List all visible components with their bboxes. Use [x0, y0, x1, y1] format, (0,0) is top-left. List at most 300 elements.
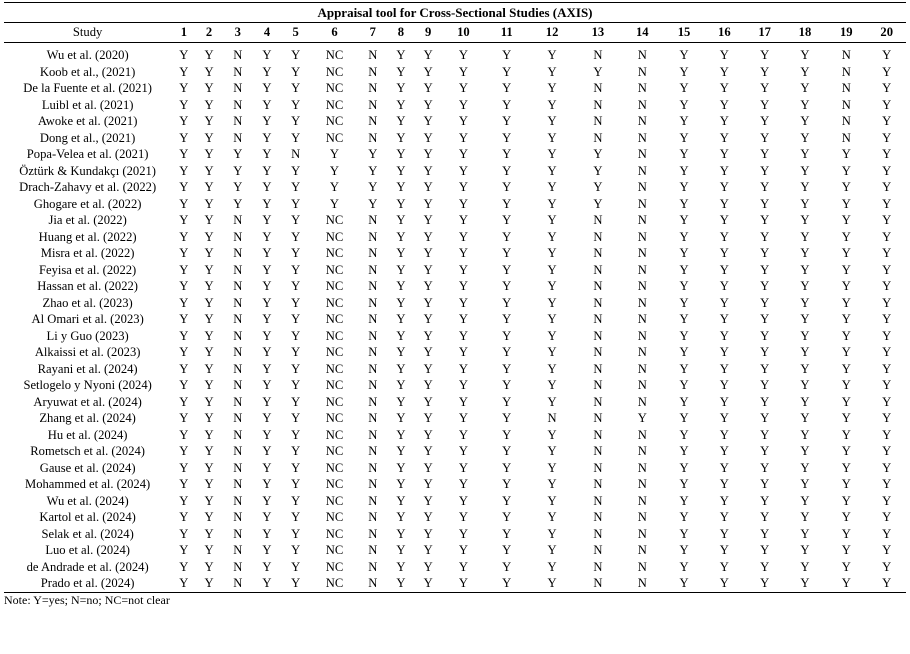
study-name: Ghogare et al. (2022)	[33, 196, 142, 211]
rating-cell: N	[593, 262, 603, 277]
rating-cell: Y	[800, 328, 810, 343]
rating-cell: Y	[760, 213, 770, 227]
rating-cell: Y	[547, 361, 557, 376]
criterion-header-4: 4	[254, 23, 280, 43]
rating-cell: Y	[760, 279, 770, 293]
criterion-header-19: 19	[825, 23, 867, 43]
rating-cell: Y	[547, 246, 557, 260]
rating-cell: Y	[841, 147, 851, 161]
rating-cell: Y	[262, 312, 272, 326]
rating-cell: Y	[254, 575, 280, 592]
rating-cell: Y	[547, 114, 557, 128]
rating-cell: Y	[204, 163, 214, 178]
rating-cell: NC	[325, 229, 344, 244]
rating-cell: Y	[179, 147, 189, 161]
rating-cell: Y	[458, 279, 468, 293]
rating-cell: Y	[262, 493, 272, 508]
rating-cell: Y	[679, 114, 689, 128]
rating-cell: N	[637, 246, 647, 260]
column-header-row	[4, 23, 906, 43]
rating-cell: Y	[719, 246, 729, 260]
rating-cell: N	[233, 378, 243, 392]
rating-cell: Y	[262, 394, 272, 409]
rating-cell: Y	[719, 163, 729, 178]
rating-cell: N	[233, 295, 243, 310]
rating-cell: Y	[291, 48, 301, 62]
rating-cell: Y	[800, 48, 810, 62]
rating-cell: N	[368, 493, 378, 508]
study-name: Mohammed et al. (2024)	[25, 477, 151, 492]
rating-cell: Y	[547, 130, 557, 145]
criterion-header-17: 17	[745, 23, 785, 43]
rating-cell: Y	[502, 180, 512, 194]
rating-cell: Y	[719, 427, 729, 442]
rating-cell: Y	[719, 81, 729, 95]
rating-cell: N	[233, 81, 243, 95]
rating-cell: Y	[719, 64, 729, 79]
rating-cell: Y	[423, 64, 433, 79]
rating-cell: Y	[204, 543, 214, 557]
rating-cell: Y	[760, 526, 770, 541]
rating-cell: Y	[502, 394, 512, 409]
rating-cell: Y	[458, 163, 468, 178]
rating-cell: Y	[458, 543, 468, 557]
rating-cell: Y	[760, 130, 770, 145]
rating-cell: Y	[502, 130, 512, 145]
rating-cell: Y	[458, 48, 468, 62]
rating-cell: Y	[760, 262, 770, 277]
rating-cell: Y	[719, 147, 729, 161]
rating-cell: Y	[291, 510, 301, 524]
rating-cell: Y	[679, 48, 689, 62]
rating-cell: Y	[423, 460, 433, 475]
rating-cell: Y	[458, 477, 468, 491]
rating-cell: Y	[882, 246, 892, 260]
rating-cell: Y	[800, 411, 810, 425]
rating-cell: NC	[325, 543, 344, 557]
rating-cell: Y	[841, 394, 851, 409]
table-body	[4, 43, 906, 593]
rating-cell: Y	[502, 64, 512, 79]
rating-cell: Y	[423, 147, 433, 161]
rating-cell: Y	[800, 493, 810, 508]
rating-cell: Y	[637, 411, 647, 425]
rating-cell: Y	[719, 180, 729, 194]
rating-cell: Y	[502, 114, 512, 128]
rating-cell: Y	[423, 510, 433, 524]
rating-cell: Y	[547, 543, 557, 557]
rating-cell: N	[368, 213, 378, 227]
rating-cell: N	[368, 130, 378, 145]
rating-cell: Y	[719, 196, 729, 211]
rating-cell: Y	[458, 295, 468, 310]
rating-cell: Y	[458, 246, 468, 260]
rating-cell: Y	[368, 180, 378, 194]
rating-cell: NC	[325, 477, 344, 491]
rating-cell: Y	[800, 295, 810, 310]
rating-cell: Y	[329, 147, 340, 161]
rating-cell: Y	[458, 64, 468, 79]
rating-cell: Y	[204, 427, 214, 442]
rating-cell: Y	[800, 460, 810, 475]
rating-cell: Y	[841, 229, 851, 244]
rating-cell: Y	[396, 213, 406, 227]
rating-cell: N	[368, 559, 378, 574]
rating-cell: Y	[262, 510, 272, 524]
rating-cell: Y	[262, 361, 272, 376]
rating-cell: Y	[841, 411, 851, 425]
rating-cell: Y	[204, 229, 214, 244]
rating-cell: Y	[396, 279, 406, 293]
rating-cell: N	[368, 526, 378, 541]
rating-cell: Y	[458, 147, 468, 161]
rating-cell: Y	[679, 279, 689, 293]
rating-cell: NC	[325, 427, 344, 442]
study-name: Öztürk & Kundakçı (2021)	[19, 163, 156, 178]
rating-cell: NC	[325, 114, 344, 128]
study-name: Luibl et al. (2021)	[41, 97, 134, 112]
rating-cell: N	[593, 559, 603, 574]
rating-cell: Y	[882, 279, 892, 293]
rating-cell: Y	[679, 130, 689, 145]
rating-cell: Y	[262, 97, 272, 112]
rating-cell: Y	[502, 279, 512, 293]
rating-cell: Y	[719, 411, 729, 425]
rating-cell: Y	[502, 147, 512, 161]
rating-cell: Y	[423, 394, 433, 409]
rating-cell: Y	[679, 328, 689, 343]
rating-cell: N	[368, 477, 378, 491]
rating-cell: NC	[325, 345, 344, 359]
rating-cell: Y	[882, 295, 892, 310]
rating-cell: Y	[423, 411, 433, 425]
rating-cell: Y	[423, 312, 433, 326]
rating-cell: Y	[664, 575, 704, 592]
rating-cell: Y	[396, 493, 406, 508]
study-name: Awoke et al. (2021)	[37, 114, 138, 129]
table-row	[4, 196, 906, 213]
rating-cell: Y	[679, 427, 689, 442]
table-row	[4, 427, 906, 444]
rating-cell: Y	[800, 378, 810, 392]
study-name: Alkaissi et al. (2023)	[34, 345, 141, 360]
rating-cell: N	[233, 394, 243, 409]
criterion-header-6: 6	[311, 23, 357, 43]
rating-cell: Y	[196, 575, 221, 592]
rating-cell: Y	[368, 196, 378, 211]
rating-cell: Y	[679, 361, 689, 376]
rating-cell: Y	[719, 493, 729, 508]
rating-cell: N	[593, 97, 603, 112]
rating-cell: Y	[502, 328, 512, 343]
table-row	[4, 394, 906, 411]
rating-cell: Y	[800, 229, 810, 244]
rating-cell: NC	[325, 312, 344, 326]
table-row	[4, 361, 906, 378]
rating-cell: N	[233, 213, 243, 227]
rating-cell: N	[593, 526, 603, 541]
table-row	[4, 64, 906, 81]
rating-cell: Y	[179, 262, 189, 277]
rating-cell: Y	[204, 526, 214, 541]
rating-cell: N	[593, 493, 603, 508]
rating-cell: Y	[800, 279, 810, 293]
criterion-header-1: 1	[171, 23, 196, 43]
rating-cell: Y	[547, 81, 557, 95]
rating-cell: Y	[882, 213, 892, 227]
rating-cell: Y	[502, 493, 512, 508]
rating-cell: Y	[262, 180, 272, 194]
rating-cell: Y	[882, 163, 892, 178]
rating-cell: Y	[547, 444, 557, 458]
rating-cell: NC	[311, 575, 357, 592]
rating-cell: Y	[547, 559, 557, 574]
rating-cell: Y	[396, 196, 406, 211]
rating-cell: Y	[179, 345, 189, 359]
rating-cell: Y	[179, 460, 189, 475]
rating-cell: Y	[502, 559, 512, 574]
rating-cell: Y	[442, 575, 484, 592]
rating-cell: Y	[719, 295, 729, 310]
rating-cell: Y	[458, 345, 468, 359]
rating-cell: N	[233, 460, 243, 475]
rating-cell: Y	[458, 411, 468, 425]
rating-cell: Y	[760, 246, 770, 260]
study-name: Wu et al. (2020)	[46, 48, 129, 63]
rating-cell: N	[637, 295, 647, 310]
rating-cell: Y	[841, 213, 851, 227]
study-name: De la Fuente et al. (2021)	[23, 81, 152, 96]
rating-cell: N	[233, 345, 243, 359]
rating-cell: Y	[396, 328, 406, 343]
rating-cell: Y	[204, 312, 214, 326]
rating-cell: Y	[423, 246, 433, 260]
rating-cell: Y	[760, 295, 770, 310]
rating-cell: Y	[841, 510, 851, 524]
rating-cell: Y	[291, 196, 301, 211]
rating-cell: Y	[458, 559, 468, 574]
rating-cell: Y	[204, 328, 214, 343]
rating-cell: Y	[179, 559, 189, 574]
rating-cell: N	[637, 130, 647, 145]
rating-cell: Y	[502, 196, 512, 211]
study-name: Rometsch et al. (2024)	[30, 444, 145, 459]
table-row	[4, 262, 906, 279]
rating-cell: Y	[262, 279, 272, 293]
rating-cell: Y	[458, 378, 468, 392]
rating-cell: N	[368, 427, 378, 442]
rating-cell: Y	[204, 411, 214, 425]
rating-cell: Y	[179, 246, 189, 260]
rating-cell: Y	[760, 114, 770, 128]
rating-cell: N	[233, 361, 243, 376]
rating-cell: Y	[679, 163, 689, 178]
rating-cell: Y	[882, 477, 892, 491]
rating-cell: Y	[396, 48, 406, 62]
rating-cell: Y	[593, 147, 603, 161]
rating-cell: Y	[458, 229, 468, 244]
rating-cell: Y	[760, 81, 770, 95]
rating-cell: N	[637, 180, 647, 194]
rating-cell: Y	[423, 444, 433, 458]
rating-cell: Y	[882, 262, 892, 277]
rating-cell: Y	[785, 575, 825, 592]
rating-cell: Y	[423, 262, 433, 277]
criterion-header-10: 10	[442, 23, 484, 43]
rating-cell: Y	[679, 213, 689, 227]
rating-cell: Y	[679, 246, 689, 260]
rating-cell: Y	[262, 295, 272, 310]
rating-cell: Y	[396, 295, 406, 310]
rating-cell: Y	[204, 460, 214, 475]
rating-cell: Y	[882, 64, 892, 79]
rating-cell: Y	[179, 328, 189, 343]
rating-cell: Y	[841, 345, 851, 359]
rating-cell: Y	[262, 246, 272, 260]
rating-cell: N	[368, 279, 378, 293]
rating-cell: Y	[719, 361, 729, 376]
rating-cell: Y	[679, 394, 689, 409]
rating-cell: Y	[262, 48, 272, 62]
rating-cell: Y	[679, 345, 689, 359]
rating-cell: Y	[262, 345, 272, 359]
rating-cell: Y	[760, 411, 770, 425]
rating-cell: N	[358, 575, 388, 592]
rating-cell: Y	[719, 510, 729, 524]
rating-cell: Y	[547, 295, 557, 310]
rating-cell: Y	[502, 295, 512, 310]
rating-cell: Y	[204, 510, 214, 524]
rating-cell: N	[593, 312, 603, 326]
table-row	[4, 146, 906, 163]
study-name: Jia et al. (2022)	[48, 213, 127, 228]
rating-cell: Y	[204, 493, 214, 508]
rating-cell: N	[637, 394, 647, 409]
rating-cell: Y	[547, 526, 557, 541]
rating-cell: Y	[679, 444, 689, 458]
rating-cell: Y	[841, 543, 851, 557]
rating-cell: Y	[502, 444, 512, 458]
criterion-header-2: 2	[196, 23, 221, 43]
rating-cell: Y	[179, 378, 189, 392]
rating-cell: N	[593, 543, 603, 557]
rating-cell: N	[368, 97, 378, 112]
rating-cell: N	[593, 81, 603, 95]
rating-cell: Y	[423, 163, 433, 178]
rating-cell: N	[593, 444, 603, 458]
rating-cell: Y	[679, 378, 689, 392]
rating-cell: Y	[423, 427, 433, 442]
rating-cell: Y	[396, 411, 406, 425]
rating-cell: Y	[291, 328, 301, 343]
rating-cell: Y	[204, 361, 214, 376]
rating-cell: N	[593, 345, 603, 359]
rating-cell: N	[637, 279, 647, 293]
rating-cell: Y	[458, 328, 468, 343]
rating-cell: Y	[800, 213, 810, 227]
rating-cell: Y	[396, 262, 406, 277]
rating-cell: Y	[882, 460, 892, 475]
rating-cell: Y	[179, 97, 189, 112]
rating-cell: Y	[882, 543, 892, 557]
rating-cell: Y	[841, 196, 851, 211]
rating-cell: N	[233, 543, 243, 557]
rating-cell: Y	[502, 361, 512, 376]
rating-cell: Y	[882, 361, 892, 376]
table-row	[4, 559, 906, 576]
rating-cell: Y	[233, 147, 243, 161]
rating-cell: Y	[841, 312, 851, 326]
rating-cell: Y	[719, 543, 729, 557]
rating-cell: Y	[179, 510, 189, 524]
rating-cell: N	[637, 345, 647, 359]
rating-cell: Y	[423, 345, 433, 359]
rating-cell: NC	[325, 411, 344, 425]
rating-cell: Y	[262, 526, 272, 541]
rating-cell: Y	[204, 279, 214, 293]
rating-cell: N	[637, 262, 647, 277]
rating-cell: Y	[204, 130, 214, 145]
rating-cell: Y	[396, 163, 406, 178]
rating-cell: NC	[325, 378, 344, 392]
rating-cell: N	[368, 295, 378, 310]
rating-cell: Y	[841, 279, 851, 293]
rating-cell: Y	[719, 312, 729, 326]
rating-cell: N	[368, 48, 378, 62]
rating-cell: Y	[179, 295, 189, 310]
rating-cell: Y	[233, 163, 243, 178]
table-row	[4, 460, 906, 477]
rating-cell: N	[368, 543, 378, 557]
rating-cell: Y	[760, 180, 770, 194]
rating-cell: Y	[179, 229, 189, 244]
rating-cell: N	[637, 312, 647, 326]
rating-cell: Y	[396, 180, 406, 194]
rating-cell: Y	[458, 312, 468, 326]
rating-cell: Y	[423, 196, 433, 211]
rating-cell: Y	[719, 444, 729, 458]
rating-cell: Y	[800, 81, 810, 95]
rating-cell: Y	[179, 196, 189, 211]
rating-cell: Y	[547, 394, 557, 409]
rating-cell: Y	[458, 213, 468, 227]
rating-cell: Y	[179, 180, 189, 194]
rating-cell: Y	[291, 163, 301, 178]
rating-cell: N	[841, 81, 851, 95]
table-row	[4, 493, 906, 510]
rating-cell: Y	[291, 526, 301, 541]
rating-cell: Y	[800, 180, 810, 194]
rating-cell: Y	[423, 114, 433, 128]
study-name: Popa-Velea et al. (2021)	[26, 147, 149, 162]
rating-cell: Y	[547, 163, 557, 178]
rating-cell: N	[593, 229, 603, 244]
rating-cell: Y	[679, 295, 689, 310]
rating-cell: N	[222, 575, 254, 592]
rating-cell: Y	[458, 493, 468, 508]
rating-cell: Y	[423, 493, 433, 508]
table-row	[4, 80, 906, 97]
rating-cell: Y	[204, 48, 214, 62]
rating-cell: Y	[800, 394, 810, 409]
rating-cell: N	[637, 559, 647, 574]
study-name: Hu et al. (2024)	[47, 427, 128, 442]
rating-cell: Y	[396, 526, 406, 541]
rating-cell: N	[368, 444, 378, 458]
rating-cell: Y	[423, 279, 433, 293]
rating-cell: Y	[179, 312, 189, 326]
table-row	[4, 47, 906, 64]
